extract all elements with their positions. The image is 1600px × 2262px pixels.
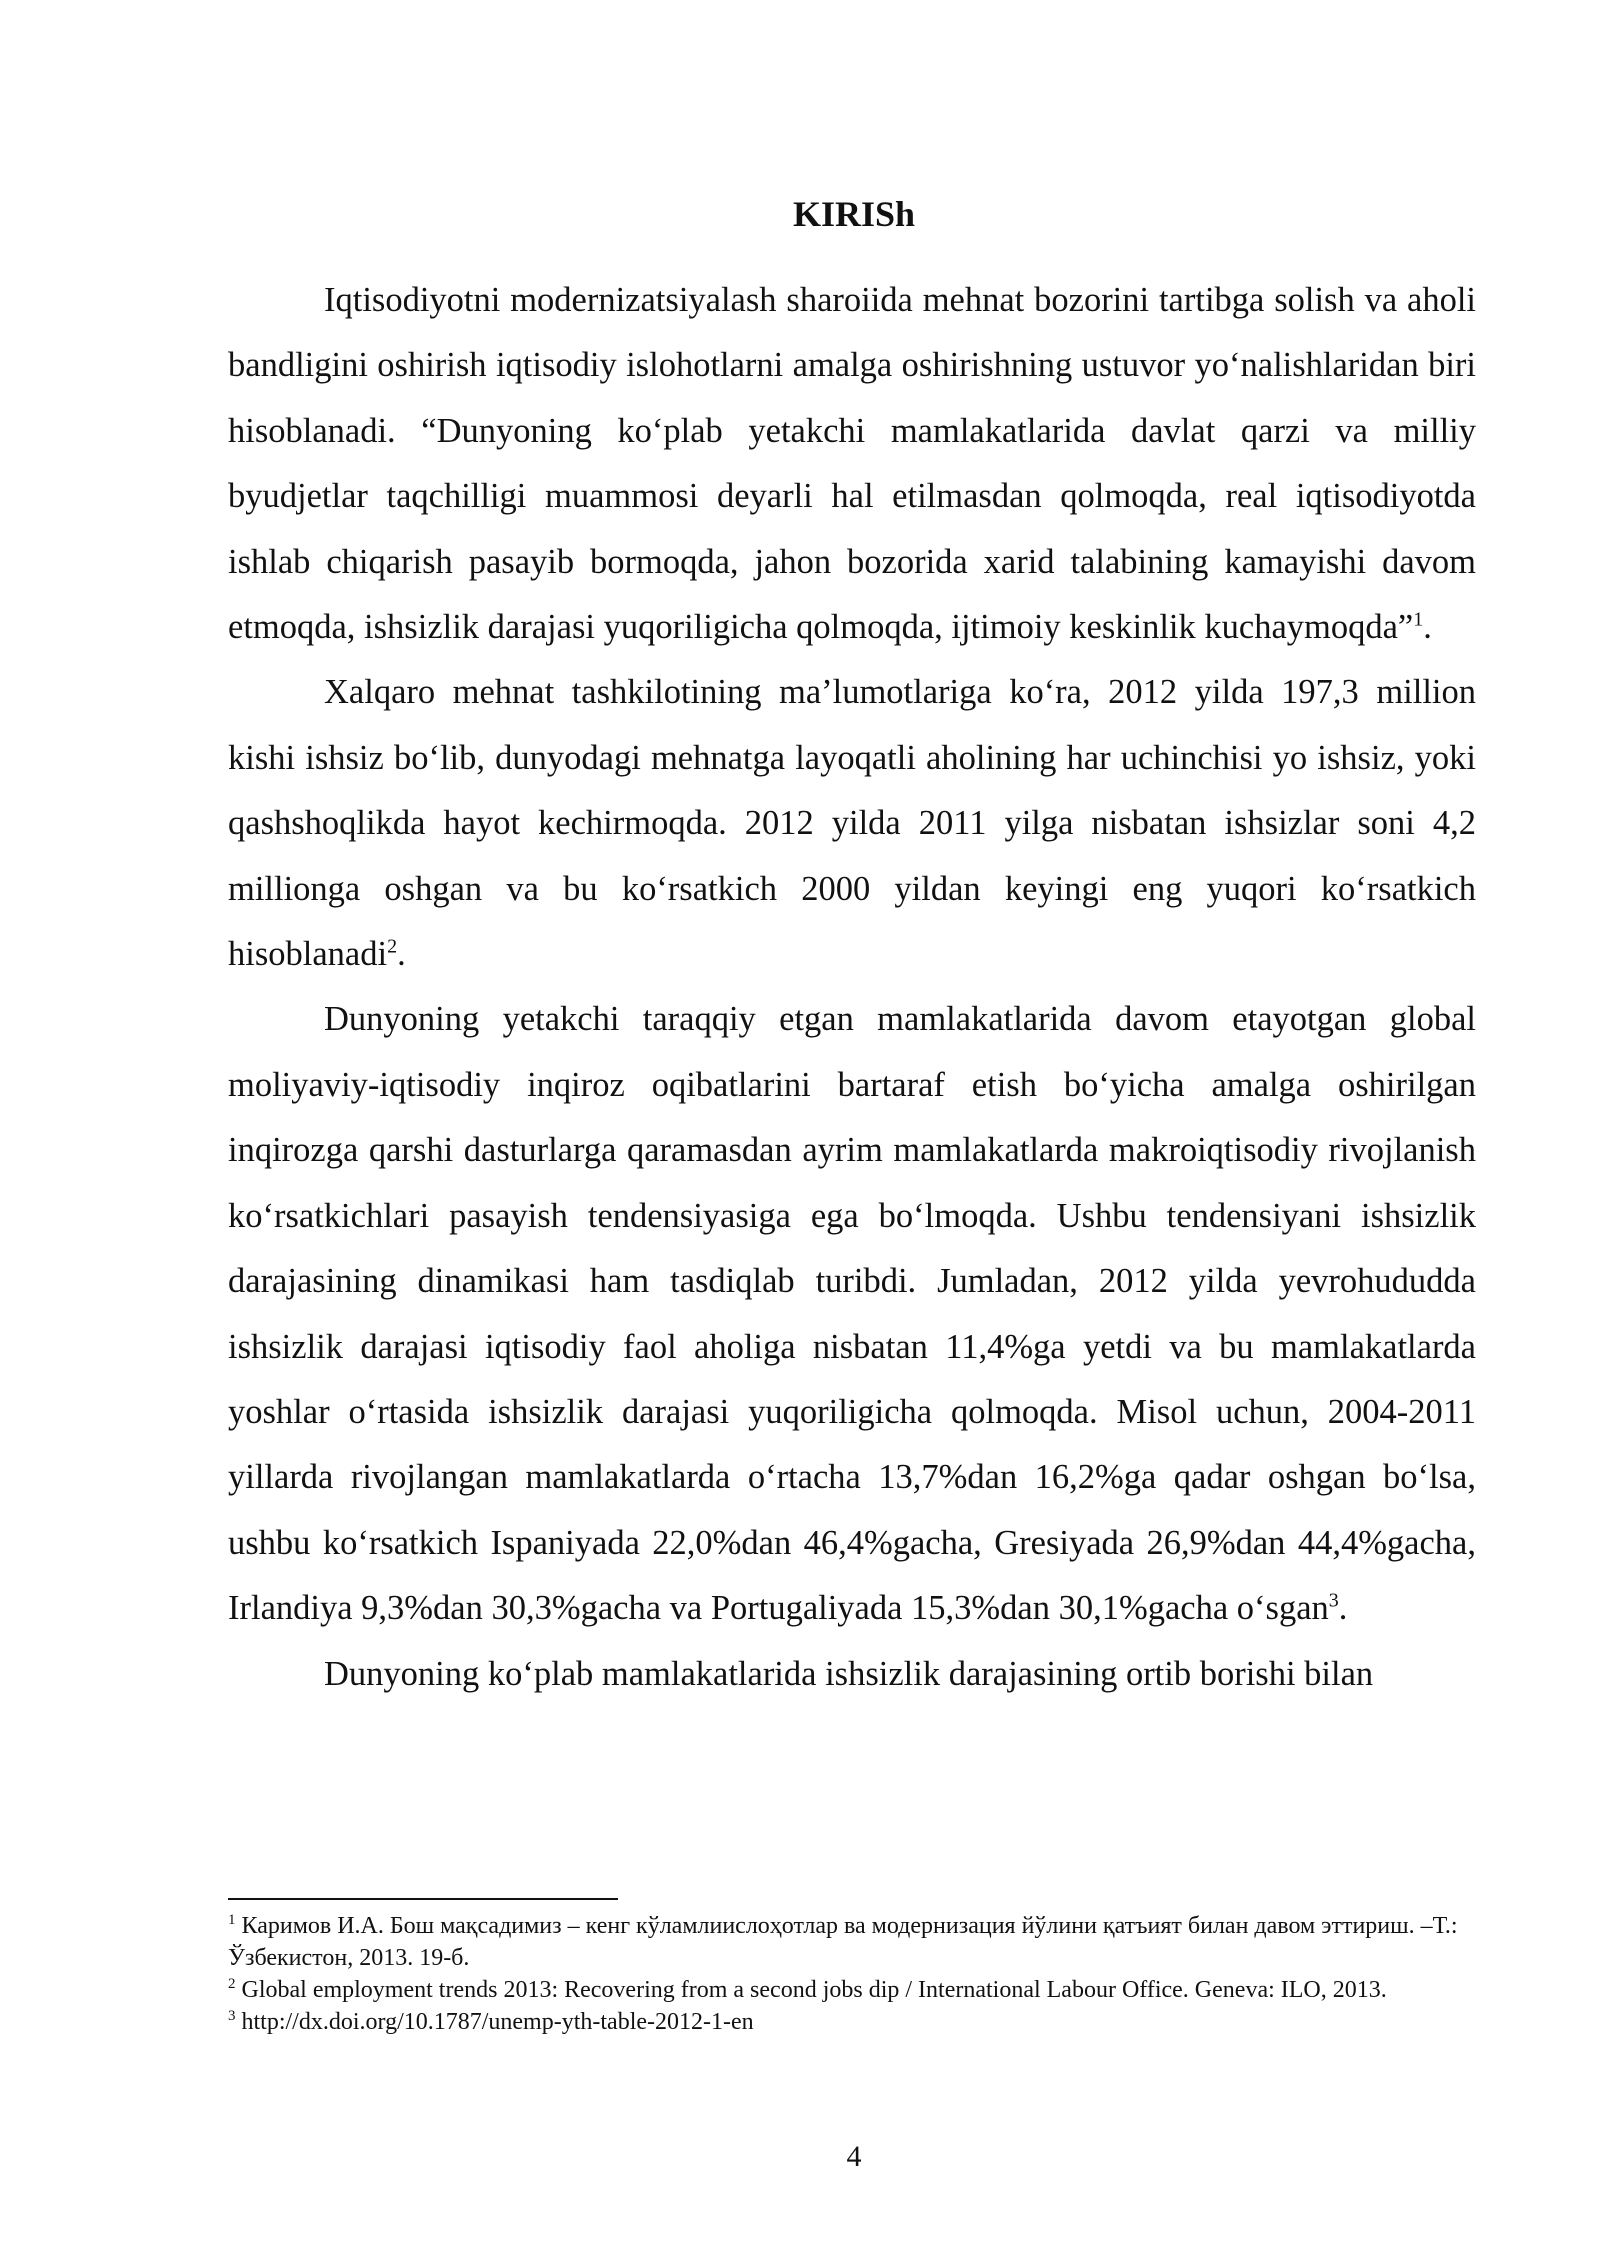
paragraph-tail: . [397,935,406,974]
paragraph-tail: . [1423,608,1432,647]
paragraph [228,1642,1476,1707]
paragraph-text: Iqtisodiyotni modernizatsiyalash sharoiida mehnat bozorini tartibga solish va aholi bandligini oshirish iqtisodiy islohotlarni amalga oshirishning ustuvor yo‘nalishlaridan biri hisoblanadi. “Dunyoning ko‘plab yetakchi mamlakatlarida davlat qarzi va milliy byudjetlar taqchilligi muammosi deyarli hal etilmasdan qolmoqda, real iqtisodiyotda ishlab chiqarish pasayib bormoqda, jahon bozorida xarid talabining kamayishi davom etmoqda, ishsizlik darajasi yuqoriligicha qolmoqda, ijtimoiy keskinlik kuchaymoqda” [228,281,1476,647]
footnote-reference: 2 [387,935,398,958]
paragraph [228,660,1476,987]
paragraph [228,268,1476,660]
paragraph-text: Dunyoning ko‘plab mamlakatlarida ishsizlik darajasining ortib borishi bilan [324,1654,1374,1693]
paragraph-text: Dunyoning yetakchi taraqqiy etgan mamlakatlarida davom etayotgan global moliyaviy-iqtisodiy inqiroz oqibatlarini bartaraf etish bo‘yicha amalga oshirilgan inqirozga qarshi dasturlarga qaramasdan ayrim mamlakatlarda makroiqtisodiy rivojlanish ko‘rsatkichlari pasayish tendensiyasiga ega bo‘lmoqda. Ushbu tendensiyani ishsizlik darajasining dinamikasi ham tasdiqlab turibdi. Jumladan, 2012 yilda yevrohududda ishsizlik darajasi iqtisodiy faol aholiga nisbatan 11,4%ga yetdi va bu mamlakatlarda yoshlar o‘rtasida ishsizlik darajasi yuqoriligicha qolmoqda. Misol uchun, 2004-2011 yillarda rivojlangan mamlakatlarda o‘rtacha 13,7%dan 16,2%ga qadar oshgan bo‘lsa, ushbu ko‘rsatkich Ispaniyada 22,0%dan 46,4%gacha, Gresiyada 26,9%dan 44,4%gacha, Irlandiya 9,3%dan 30,3%gacha va Portugaliyada 15,3%dan 30,1%gacha o‘sgan [228,1000,1476,1628]
footnote-reference: 1 [1413,608,1424,631]
footnote [228,2006,1476,2038]
footnotes [228,1910,1476,2038]
footnote-text: http://dx.doi.org/10.1787/unemp-yth-table-2012-1-en [241,2009,754,2035]
paragraph [228,987,1476,1641]
page-number: 4 [846,2140,862,2173]
page-title: KIRISh [792,194,916,234]
footnote-separator [228,1898,618,1900]
footnote [228,1974,1476,2006]
footnote-reference: 3 [1328,1589,1339,1612]
footnote-number: 1 [228,1912,236,1928]
footnote-text: Каримов И.А. Бош мақсадимиз – кенг кўламлиислоҳотлар ва модернизация йўлини қатъият билан давом эттириш. –Т.: Ўзбекистон, 2013. 19-б. [228,1913,1458,1971]
footnote-text: Global employment trends 2013: Recovering from a second jobs dip / International Labour Office. Geneva: ILO, 2013. [241,1977,1387,2003]
footnote [228,1910,1476,1974]
paragraph-tail: . [1338,1589,1348,1628]
paragraph-text: Xalqaro mehnat tashkilotining ma’lumotlariga ko‘ra, 2012 yilda 197,3 million kishi ishsiz bo‘lib, dunyodagi mehnatga layoqatli aholining har uchinchisi yo ishsiz, yoki qashshoqlikda hayot kechirmoqda. 2012 yilda 2011 yilga nisbatan ishsizlar soni 4,2 millionga oshgan va bu ko‘rsatkich 2000 yildan keyingi eng yuqori ko‘rsatkich hisoblanadi [228,673,1476,974]
footnote-number: 3 [228,2008,236,2024]
footnote-number: 2 [228,1976,236,1992]
body-text [228,268,1476,1707]
